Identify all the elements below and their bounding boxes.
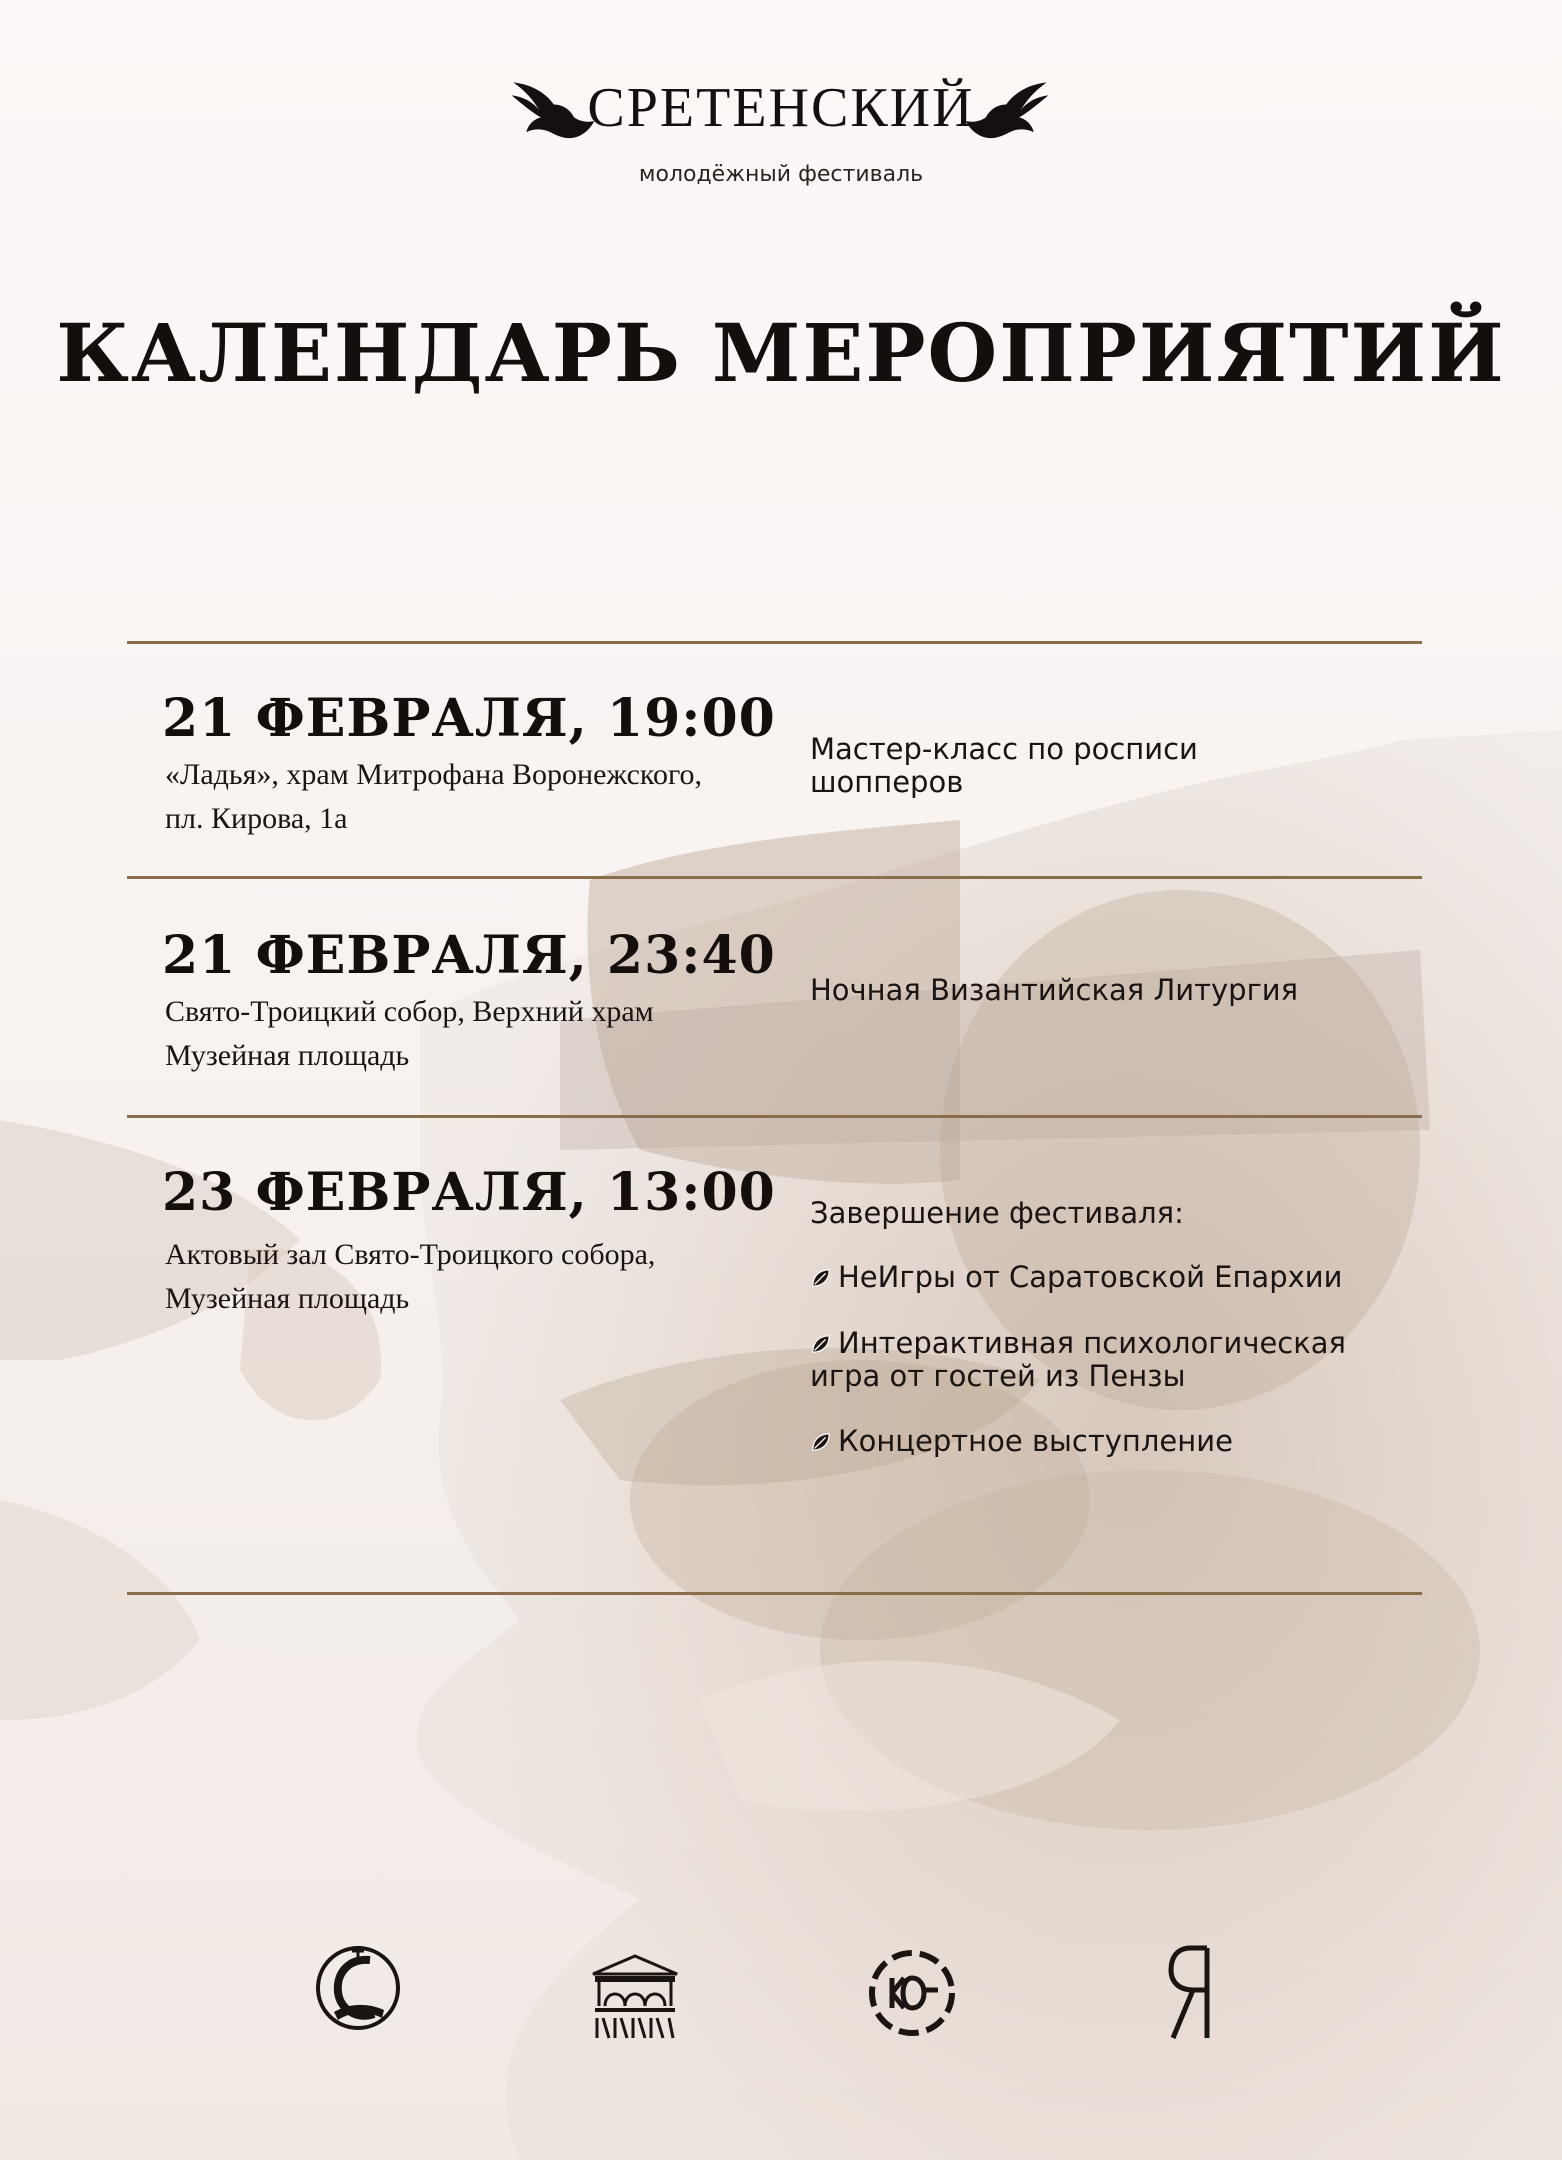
bullet-text: Интерактивная психологическая	[838, 1326, 1346, 1360]
event-place-line: Свято-Троицкий собор, Верхний храм	[165, 995, 654, 1028]
event-description-line: Мастер-класс по росписи	[810, 732, 1198, 766]
leaf-bullet-icon	[810, 1431, 832, 1453]
brand-subtitle: молодёжный фестиваль	[638, 162, 924, 187]
bullet-item	[810, 1327, 1410, 1360]
event-description-line: шопперов	[810, 765, 964, 799]
gymnasium-logo-icon	[585, 1938, 685, 2048]
divider	[127, 1592, 1422, 1595]
bullet-text: Концертное выступление	[838, 1424, 1233, 1458]
kovcheg-logo-icon	[862, 1938, 962, 2048]
ya-logo-icon	[1145, 1938, 1245, 2048]
event-description-line: Завершение фестиваля:	[810, 1196, 1184, 1230]
eparchy-logo-icon	[308, 1938, 408, 2048]
bullet-text-continued: игра от гостей из Пензы	[810, 1359, 1186, 1393]
event-place-line: «Ладья», храм Митрофана Воронежского,	[165, 758, 703, 791]
event-description-line: Ночная Византийская Литургия	[810, 973, 1299, 1007]
brand-name: СРЕТЕНСКИЙ	[587, 77, 975, 139]
event-place-line: Музейная площадь	[165, 1282, 410, 1315]
event-place-line: Актовый зал Свято-Троицкого собора,	[165, 1238, 656, 1271]
divider	[127, 1115, 1422, 1118]
divider	[127, 641, 1422, 644]
event-place-line: Музейная площадь	[165, 1039, 410, 1072]
event-date: 23 ФЕВРАЛЯ, 13:00	[162, 1162, 776, 1223]
leaf-bullet-icon	[810, 1333, 832, 1355]
bullet-item	[810, 1425, 1410, 1458]
event-place-line: пл. Кирова, 1а	[165, 802, 348, 835]
leaf-bullet-icon	[810, 1267, 832, 1289]
divider	[127, 876, 1422, 879]
dove-icon	[962, 64, 1054, 156]
page-title: КАЛЕНДАРЬ МЕРОПРИЯТИЙ	[56, 306, 1506, 400]
bullet-text: НеИгры от Саратовской Епархии	[838, 1260, 1343, 1294]
bullet-item	[810, 1261, 1410, 1294]
event-date: 21 ФЕВРАЛЯ, 19:00	[162, 688, 776, 749]
event-date: 21 ФЕВРАЛЯ, 23:40	[162, 925, 776, 986]
